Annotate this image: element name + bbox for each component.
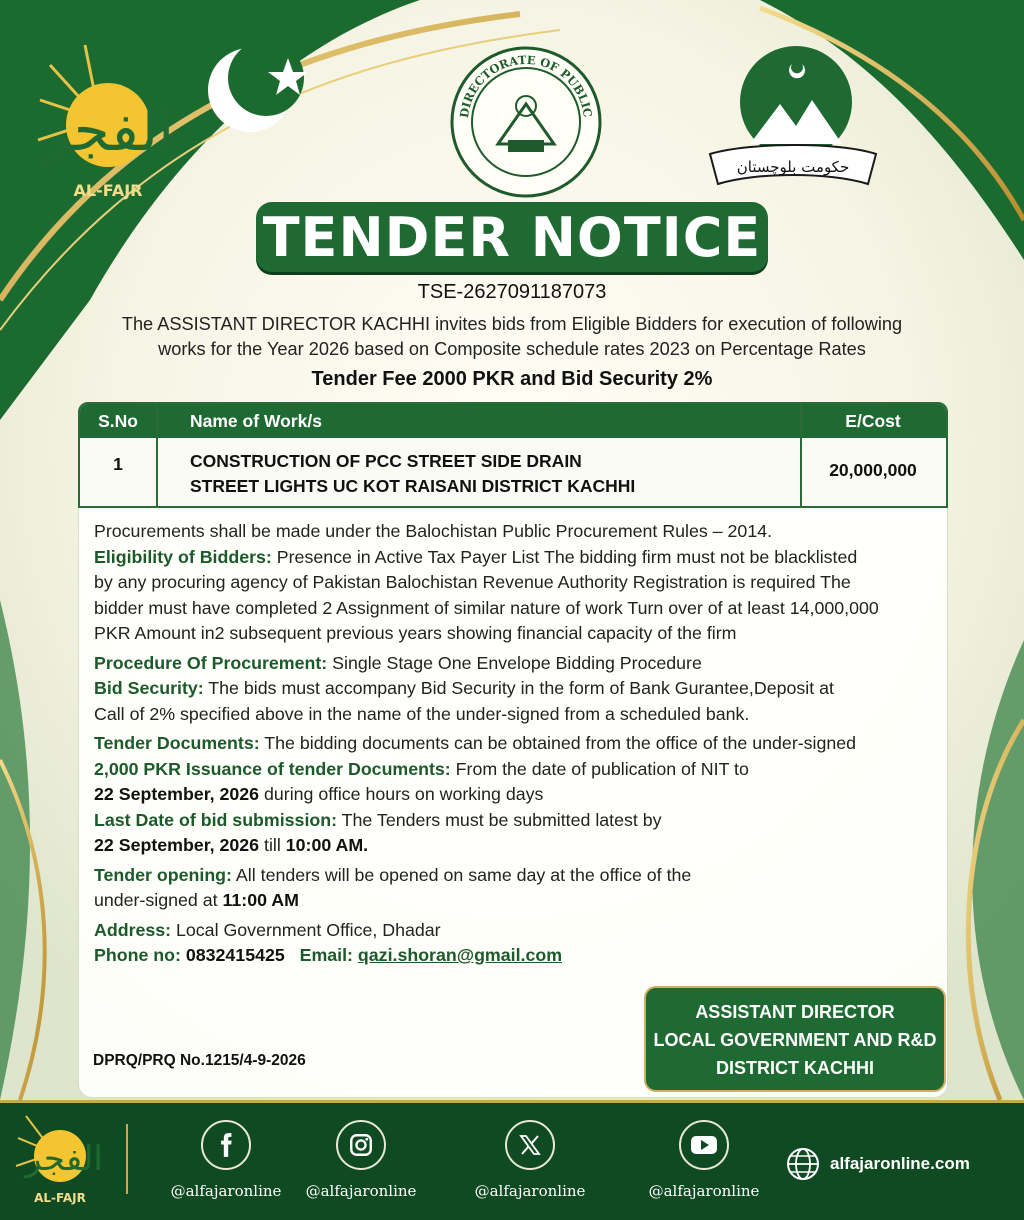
email-link[interactable]: qazi.shoran@gmail.com — [357, 945, 563, 965]
row-work-name — [190, 449, 635, 499]
row-cost: 20,000,000 — [829, 460, 917, 480]
eligibility-text: by any procuring agency of Pakistan Balochistan Revenue Authority Registration is required The — [94, 572, 851, 592]
eligibility-text: bidder must have completed 2 Assignment of similar nature of work Turn over of at least 14,000,000 — [94, 597, 879, 618]
svg-text:AL-FAJR: AL-FAJR — [34, 1191, 86, 1205]
rules-line: Procurements shall be made under the Balochistan Public Procurement Rules – 2014. — [94, 521, 773, 541]
crescent-star-icon — [190, 28, 340, 138]
address-section — [94, 918, 934, 944]
signatory-line-1: ASSISTANT DIRECTOR — [695, 1002, 895, 1022]
instagram-link[interactable] — [286, 1120, 436, 1200]
last-date-section — [94, 808, 934, 834]
facebook-icon[interactable] — [201, 1120, 251, 1170]
tender-notice-title-banner — [256, 202, 768, 272]
svg-text:الفجر: الفجر — [25, 1139, 103, 1179]
facebook-handle[interactable]: @alfajaronline — [170, 1182, 282, 1200]
alfajr-logo — [30, 40, 180, 210]
issuance-section — [94, 757, 934, 783]
eligibility-text: Presence in Active Tax Payer List The bidding firm must not be blacklisted — [271, 546, 858, 567]
eligibility-section — [94, 545, 934, 571]
issuance-date: 22 September, 2026 — [94, 784, 260, 804]
globe-icon — [786, 1147, 820, 1181]
tender-id: TSE-2627091187073 — [417, 281, 607, 303]
column-divider — [800, 404, 802, 508]
youtube-handle[interactable]: @alfajaronline — [648, 1182, 760, 1200]
issuance-text: From the date of publication of NIT to — [450, 758, 749, 779]
website-text[interactable]: alfajaronline.com — [830, 1154, 970, 1173]
sun-icon — [30, 40, 180, 210]
facebook-link[interactable] — [151, 1120, 301, 1200]
notice-body — [94, 519, 934, 969]
procedure-section — [94, 651, 934, 677]
website-link[interactable] — [786, 1146, 1016, 1182]
sun-icon — [14, 1108, 114, 1208]
svg-text:حکومت بلوچستان: حکومت بلوچستان — [736, 158, 850, 176]
youtube-icon[interactable] — [679, 1120, 729, 1170]
bid-security-text: The bids must accompany Bid Security in the form of Bank Gurantee,Deposit at — [203, 678, 834, 698]
opening-text: All tenders will be opened on same day at the office of the — [231, 864, 692, 885]
address-text: Local Government Office, Dhadar — [171, 919, 441, 940]
row-sno: 1 — [113, 454, 123, 474]
footer-alfajr-logo — [14, 1108, 114, 1208]
page-title: TENDER NOTICE — [262, 205, 762, 269]
phone-label: Phone no: — [94, 945, 181, 965]
x-handle[interactable]: @alfajaronline — [474, 1182, 586, 1200]
last-date-line — [94, 833, 934, 859]
last-date-date: 22 September, 2026 — [94, 835, 260, 855]
fee-line: Tender Fee 2000 PKR and Bid Security 2% — [311, 368, 713, 390]
table-header — [80, 404, 946, 438]
opening-section — [94, 863, 934, 889]
x-icon[interactable] — [505, 1120, 555, 1170]
work-name-line-2: STREET LIGHTS UC KOT RAISANI DISTRICT KACHHI — [190, 476, 636, 496]
eligibility-text: PKR Amount in2 subsequent previous years showing financial capacity of the firm — [94, 623, 737, 643]
opening-line — [94, 888, 934, 914]
instagram-icon[interactable] — [336, 1120, 386, 1170]
issuance-label: 2,000 PKR Issuance of tender Documents: — [94, 758, 451, 779]
address-label: Address: — [94, 919, 172, 940]
procedure-label: Procedure Of Procurement: — [94, 652, 328, 673]
youtube-link[interactable] — [629, 1120, 779, 1200]
signatory-box — [644, 986, 946, 1092]
opening-label: Tender opening: — [94, 864, 232, 885]
header-name-of-work: Name of Work/s — [190, 411, 322, 431]
tender-documents-text: The bidding documents can be obtained from the office of the under-signed — [259, 733, 857, 753]
signatory-line-2: LOCAL GOVERNMENT AND R&D — [653, 1030, 937, 1050]
tender-documents-label: Tender Documents: — [94, 733, 260, 753]
last-date-time: 10:00 AM. — [285, 835, 369, 855]
intro-line-2: works for the Year 2026 based on Composite schedule rates 2023 on Percentage Rates — [158, 339, 866, 359]
last-date-label: Last Date of bid submission: — [94, 809, 338, 830]
last-date-text: The Tenders must be submitted latest by — [337, 809, 662, 830]
footer-divider — [126, 1124, 128, 1194]
header-e-cost: E/Cost — [845, 411, 901, 431]
opening-text: under-signed at — [94, 890, 223, 910]
column-divider — [156, 404, 158, 508]
svg-text:AL-FAJR: AL-FAJR — [73, 181, 143, 200]
bid-security-label: Bid Security: — [94, 678, 204, 698]
balochistan-government-emblem — [700, 44, 886, 194]
dpr-balochistan-seal — [448, 44, 604, 200]
reference-number: DPRQ/PRQ No.1215/4-9-2026 — [93, 1052, 306, 1069]
intro-text — [90, 312, 934, 362]
procedure-text: Single Stage One Envelope Bidding Procedure — [327, 652, 702, 673]
x-link[interactable] — [455, 1120, 605, 1200]
intro-line-1: The ASSISTANT DIRECTOR KACHHI invites bids from Eligible Bidders for execution of following — [121, 314, 903, 334]
email-label: Email: — [299, 945, 353, 965]
work-name-line-1: CONSTRUCTION OF PCC STREET SIDE DRAIN — [190, 451, 582, 471]
eligibility-label: Eligibility of Bidders: — [94, 546, 272, 567]
issuance-date-line — [94, 782, 934, 808]
phone-value: 0832415425 — [180, 945, 285, 965]
bid-security-section — [94, 676, 934, 702]
contact-section — [94, 943, 934, 969]
issuance-tail: during office hours on working days — [259, 784, 544, 804]
signatory-line-3: DISTRICT KACHHI — [716, 1058, 874, 1078]
instagram-handle[interactable]: @alfajaronline — [305, 1182, 417, 1200]
svg-text:الفجر: الفجر — [41, 96, 175, 164]
header-sno: S.No — [98, 411, 138, 431]
svg-text:DIRECTORATE OF PUBLIC RELATION: DIRECTORATE OF PUBLIC — [457, 52, 595, 119]
works-table — [78, 402, 948, 508]
opening-time: 11:00 AM — [222, 890, 299, 910]
last-date-till: till — [259, 835, 286, 855]
bid-security-text: Call of 2% specified above in the name of the under-signed from a scheduled bank. — [94, 703, 750, 724]
tender-documents-section — [94, 731, 934, 757]
